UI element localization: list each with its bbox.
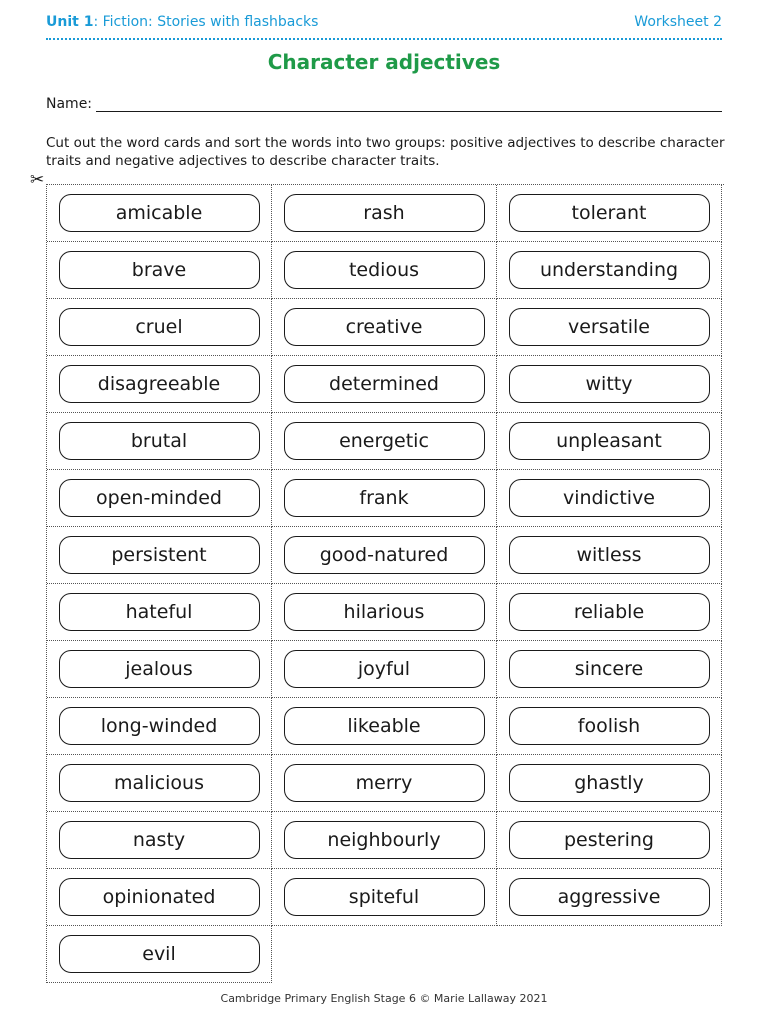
name-line[interactable] (96, 95, 722, 112)
word-card[interactable]: brave (59, 251, 260, 289)
card-cell (272, 869, 497, 926)
card-cell (272, 185, 497, 242)
card-cell (272, 584, 497, 641)
card-cell (497, 299, 722, 356)
card-cell (47, 470, 272, 527)
word-card[interactable]: understanding (509, 251, 710, 289)
word-card[interactable]: persistent (59, 536, 260, 574)
word-card[interactable]: spiteful (284, 878, 485, 916)
card-cell (497, 527, 722, 584)
card-cell (272, 698, 497, 755)
word-card[interactable]: evil (59, 935, 260, 973)
word-card[interactable]: nasty (59, 821, 260, 859)
card-cell (47, 185, 272, 242)
worksheet-number: Worksheet 2 (634, 14, 722, 30)
word-card[interactable]: tolerant (509, 194, 710, 232)
card-cell (47, 641, 272, 698)
word-card[interactable]: disagreeable (59, 365, 260, 403)
word-card[interactable]: likeable (284, 707, 485, 745)
card-cell (47, 869, 272, 926)
word-card[interactable]: creative (284, 308, 485, 346)
word-card[interactable]: unpleasant (509, 422, 710, 460)
card-cell (272, 413, 497, 470)
word-card[interactable]: determined (284, 365, 485, 403)
card-cell (272, 470, 497, 527)
card-cell (47, 755, 272, 812)
word-card[interactable]: cruel (59, 308, 260, 346)
name-field (46, 95, 722, 112)
footer-copyright: Cambridge Primary English Stage 6 © Marie Lallaway 2021 (220, 992, 548, 1005)
unit-heading (46, 14, 318, 30)
word-card[interactable]: frank (284, 479, 485, 517)
word-card[interactable]: versatile (509, 308, 710, 346)
card-cell (47, 413, 272, 470)
word-card[interactable]: open-minded (59, 479, 260, 517)
card-cell (47, 242, 272, 299)
card-cell (47, 926, 272, 983)
card-cell (497, 698, 722, 755)
word-card[interactable]: vindictive (509, 479, 710, 517)
card-cell (272, 755, 497, 812)
word-card[interactable]: sincere (509, 650, 710, 688)
word-card[interactable]: amicable (59, 194, 260, 232)
name-label: Name: (46, 96, 93, 112)
card-cell (272, 299, 497, 356)
card-cell (47, 698, 272, 755)
word-card[interactable]: brutal (59, 422, 260, 460)
card-cell (272, 356, 497, 413)
word-card[interactable]: witless (509, 536, 710, 574)
unit-title: : Fiction: Stories with flashbacks (93, 14, 319, 30)
word-card[interactable]: good-natured (284, 536, 485, 574)
word-card-grid (46, 184, 724, 983)
word-card[interactable]: reliable (509, 593, 710, 631)
unit-label: Unit 1 (46, 14, 94, 30)
instructions: Cut out the word cards and sort the words into two groups: positive adjectives to describe character traits and negative adjectives to describe character traits. (46, 135, 725, 169)
card-cell (272, 812, 497, 869)
word-card[interactable]: merry (284, 764, 485, 802)
card-cell (497, 356, 722, 413)
word-card[interactable]: long-winded (59, 707, 260, 745)
scissors-icon: ✂ (30, 170, 45, 190)
word-card[interactable]: foolish (509, 707, 710, 745)
card-cell (272, 527, 497, 584)
page-title: Character adjectives (267, 50, 501, 74)
word-card[interactable]: rash (284, 194, 485, 232)
card-cell (497, 641, 722, 698)
word-card[interactable]: tedious (284, 251, 485, 289)
word-card[interactable]: jealous (59, 650, 260, 688)
card-cell (497, 413, 722, 470)
card-cell (47, 527, 272, 584)
word-card[interactable]: neighbourly (284, 821, 485, 859)
word-card[interactable]: witty (509, 365, 710, 403)
card-cell (497, 185, 722, 242)
card-cell (272, 242, 497, 299)
card-cell (497, 470, 722, 527)
worksheet-header (46, 14, 722, 40)
card-cell (47, 812, 272, 869)
word-card[interactable]: ghastly (509, 764, 710, 802)
card-cell (497, 869, 722, 926)
word-card[interactable]: malicious (59, 764, 260, 802)
card-cell (47, 584, 272, 641)
card-cell (47, 299, 272, 356)
card-cell (47, 356, 272, 413)
word-card[interactable]: opinionated (59, 878, 260, 916)
word-card[interactable]: hateful (59, 593, 260, 631)
card-cell (272, 641, 497, 698)
card-cell (497, 584, 722, 641)
word-card[interactable]: joyful (284, 650, 485, 688)
word-card[interactable]: energetic (284, 422, 485, 460)
card-cell (497, 242, 722, 299)
word-card[interactable]: aggressive (509, 878, 710, 916)
card-cell (497, 812, 722, 869)
word-card[interactable]: pestering (509, 821, 710, 859)
card-cell (497, 755, 722, 812)
word-card[interactable]: hilarious (284, 593, 485, 631)
